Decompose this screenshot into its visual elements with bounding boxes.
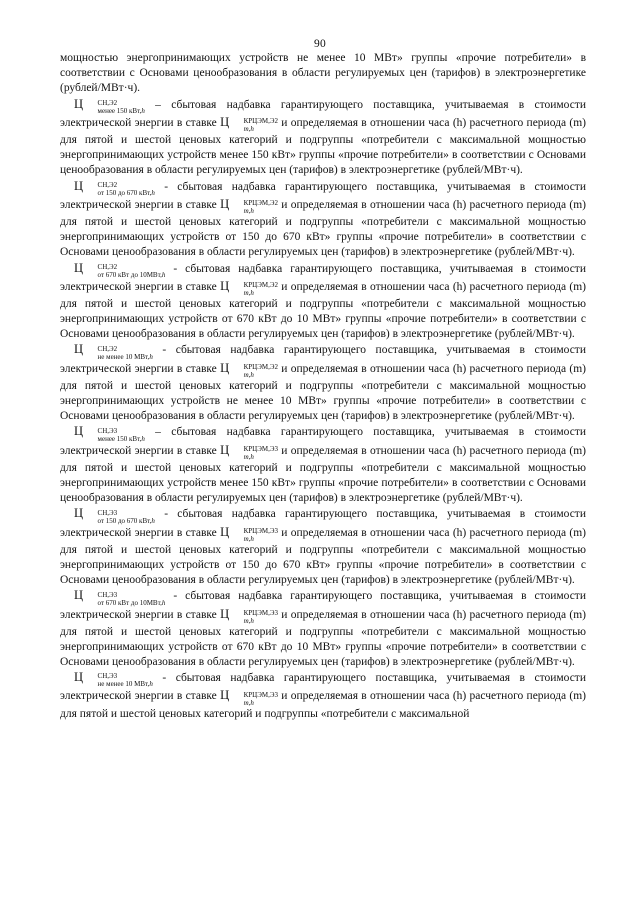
definition-text: - сбытовая надбавка гарантирующего поставщика, учитываемая в стоимости электрической энергии в ставке [60,508,586,539]
tariff-symbol [74,178,155,197]
symbol-subscript: менее 150 кВт,h [97,434,145,443]
symbol-base: Ц [74,588,84,603]
tariff-symbol [74,260,166,279]
definition-text: – сбытовая надбавка гарантирующего поставщика, учитываемая в стоимости электрической энергии в ставке [60,98,586,129]
rate-symbol: Ц КРЦЭМ,Э2 m,h [220,114,278,133]
tariff-symbol [74,588,166,607]
definition-text: - сбытовая надбавка гарантирующего поставщика, учитываемая в стоимости электрической энергии в ставке [60,262,586,293]
definition-text: и определяемая в отношении часа (h) расчетного периода (m) для пятой и шестой ценовых категорий и подгруппы «потребители с максимальной мощностью энергопринимающих устройств от 670 кВт до 10 МВт» группы «прочие потребители» в соответствии с Основами ценообразования в области регулируемых цен (тарифов) в электроэнергетике (рублей/МВт·ч). [60,608,586,669]
document-body [60,51,586,722]
symbol-subscript: от 670 кВт до 10МВт,h [97,598,166,607]
page-number: 90 [314,38,326,50]
symbol-subscript: менее 150 кВт,h [97,106,145,115]
definition-paragraph [60,342,586,424]
definition-paragraph [60,179,586,261]
definition-text: и определяемая в отношении часа (h) расчетного периода (m) для пятой и шестой ценовых категорий и подгруппы «потребители с максимальной мощностью энергопринимающих устройств не менее 10 МВт» группы «прочие потребители» в соответствии с Основами ценообразования в области регулируемых цен (тарифов) в электроэнергетике (рублей/МВт·ч). [60,362,586,423]
symbol-base: Ц [74,342,84,357]
definition-text: и определяемая в отношении часа (h) расчетного периода (m) для пятой и шестой ценовых категорий и подгруппы «потребители с максимальной мощностью энергопринимающих устройств от 150 до 670 кВт» группы «прочие потребители» в соответствии с Основами ценообразования в области регулируемых цен (тарифов) в электроэнергетике (рублей/МВт·ч). [60,526,586,587]
tariff-symbol [74,424,145,443]
symbol-subscript: не менее 10 МВт,h [97,680,153,689]
symbol-base: Ц [74,506,84,521]
symbol-base: Ц [74,178,84,193]
symbol-superscript: СН,Э2 [97,98,118,107]
tariff-symbol [74,96,145,115]
definition-text: - сбытовая надбавка гарантирующего поставщика, учитываемая в стоимости электрической энергии в ставке [60,180,586,211]
definition-text: - сбытовая надбавка гарантирующего поставщика, учитываемая в стоимости электрической энергии в ставке [60,344,586,375]
definition-paragraph [60,424,586,506]
symbol-subscript: не менее 10 МВт,h [97,352,153,361]
rate-symbol: Ц КРЦЭМ,Э2 m,h [220,196,278,215]
symbol-superscript: СН,Э3 [97,590,118,599]
rate-symbol: Ц КРЦЭМ,Э3 m,h [220,524,278,543]
definition-text: и определяемая в отношении часа (h) расчетного периода (m) для пятой и шестой ценовых категорий и подгруппы «потребители с максимальной мощностью энергопринимающих устройств от 670 кВт до 10 МВт» группы «прочие потребители» в соответствии с Основами ценообразования в области регулируемых цен (тарифов) в электроэнергетике (рублей/МВт·ч). [60,280,586,341]
symbol-superscript: СН,Э2 [97,344,118,353]
definition-paragraph [60,588,586,670]
symbol-subscript: от 150 до 670 кВт,h [97,188,155,197]
definition-text: - сбытовая надбавка гарантирующего поставщика, учитываемая в стоимости электрической энергии в ставке [60,672,586,703]
definition-text: и определяемая в отношении часа (h) расчетного периода (m) для пятой и шестой ценовых категорий и подгруппы «потребители с максимальной [60,690,586,720]
tariff-symbol [74,506,155,525]
tariff-symbol [74,670,153,689]
symbol-superscript: СН,Э2 [97,262,118,271]
symbol-subscript: от 150 до 670 кВт,h [97,516,155,525]
rate-symbol: Ц КРЦЭМ,Э3 m,h [220,442,278,461]
definition-text: и определяемая в отношении часа (h) расчетного периода (m) для пятой и шестой ценовых категорий и подгруппы «потребители с максимальной мощностью энергопринимающих устройств менее 150 кВт» группы «прочие потребители» в соответствии с Основами ценообразования в области регулируемых цен (тарифов) в электроэнергетике (рублей/МВт·ч). [60,444,586,505]
definition-text: и определяемая в отношении часа (h) расчетного периода (m) для пятой и шестой ценовых категорий и подгруппы «потребители с максимальной мощностью энергопринимающих устройств от 150 до 670 кВт» группы «прочие потребители» в соответствии с Основами ценообразования в области регулируемых цен (тарифов) в электроэнергетике (рублей/МВт·ч). [60,198,586,259]
symbol-superscript: СН,Э2 [97,180,118,189]
symbol-base: Ц [74,424,84,439]
symbol-base: Ц [74,96,84,111]
definition-paragraph [60,670,586,722]
rate-symbol: Ц КРЦЭМ,Э3 m,h [220,688,278,707]
symbol-superscript: СН,Э3 [97,508,118,517]
definition-text: - сбытовая надбавка гарантирующего поставщика, учитываемая в стоимости электрической энергии в ставке [60,590,586,621]
definition-text: – сбытовая надбавка гарантирующего поставщика, учитываемая в стоимости электрической энергии в ставке [60,426,586,457]
symbol-base: Ц [74,260,84,275]
symbol-subscript: от 670 кВт до 10МВт,h [97,270,166,279]
definition-paragraph [60,261,586,343]
symbol-superscript: СН,Э3 [97,426,118,435]
rate-symbol: Ц КРЦЭМ,Э2 m,h [220,360,278,379]
symbol-base: Ц [74,670,84,685]
definition-paragraph [60,97,586,179]
tariff-symbol [74,342,153,361]
definition-text: и определяемая в отношении часа (h) расчетного периода (m) для пятой и шестой ценовых категорий и подгруппы «потребители с максимальной мощностью энергопринимающих устройств менее 150 кВт» группы «прочие потребители» в соответствии с Основами ценообразования в области регулируемых цен (тарифов) в электроэнергетике (рублей/МВт·ч). [60,116,586,177]
symbol-superscript: СН,Э3 [97,672,118,681]
rate-symbol: Ц КРЦЭМ,Э2 m,h [220,278,278,297]
rate-symbol: Ц КРЦЭМ,Э3 m,h [220,606,278,625]
definition-paragraph [60,506,586,588]
intro-paragraph: мощностью энергопринимающих устройств не менее 10 МВт» группы «прочие потребители» в соответствии с Основами ценообразования в области регулируемых цен (тарифов) в электроэнергетике (рублей/МВт·ч). [60,52,586,95]
